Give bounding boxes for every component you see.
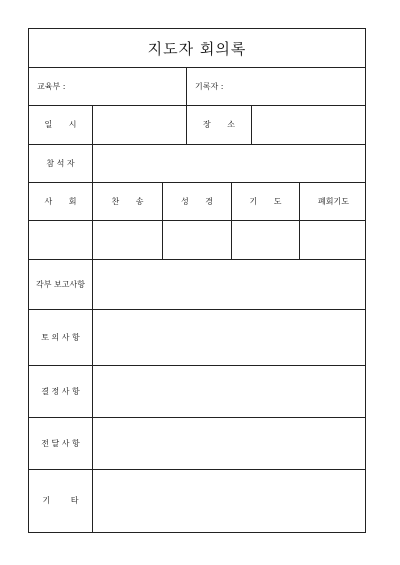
section-reports-row xyxy=(29,259,365,310)
program-col-prayer: 기 도 xyxy=(249,196,282,206)
place-field[interactable] xyxy=(252,105,367,144)
date-field[interactable] xyxy=(93,105,186,144)
program-header-row xyxy=(29,182,365,221)
form-title: 지도자 회의록 xyxy=(29,29,365,68)
program-col-moderator: 사 회 xyxy=(44,196,77,206)
attendees-field[interactable] xyxy=(93,144,367,182)
program-value-prayer[interactable] xyxy=(232,220,299,259)
education-dept-label: 교육부 : xyxy=(37,81,66,91)
recorder-label: 기록자 : xyxy=(195,81,224,91)
program-col-closing-prayer: 폐회기도 xyxy=(318,196,349,206)
section-discussion-label: 토 의 사 항 xyxy=(41,332,80,342)
attendees-row xyxy=(29,144,365,183)
section-other-row xyxy=(29,469,365,532)
program-col-scripture: 성 경 xyxy=(181,196,213,206)
program-value-scripture[interactable] xyxy=(163,220,231,259)
date-place-row xyxy=(29,105,365,145)
section-decisions-row xyxy=(29,365,365,418)
section-discussion-row xyxy=(29,309,365,366)
program-col-hymn: 찬 송 xyxy=(111,196,144,206)
date-label: 일 시 xyxy=(44,120,77,129)
program-values-row xyxy=(29,220,365,260)
section-other-label: 기 타 xyxy=(42,496,79,505)
section-announcements-label: 전 달 사 항 xyxy=(41,438,80,448)
program-value-moderator[interactable] xyxy=(29,220,92,259)
program-value-hymn[interactable] xyxy=(93,220,162,259)
place-label: 장 소 xyxy=(203,120,235,129)
section-decisions-label: 결 정 사 항 xyxy=(41,386,80,396)
section-reports-field[interactable] xyxy=(93,259,367,309)
attendees-label: 참 석 자 xyxy=(46,158,75,168)
section-announcements-row xyxy=(29,417,365,470)
section-announcements-field[interactable] xyxy=(93,417,367,469)
section-other-field[interactable] xyxy=(93,469,367,532)
section-decisions-field[interactable] xyxy=(93,365,367,417)
program-value-closing-prayer[interactable] xyxy=(300,220,367,259)
section-discussion-field[interactable] xyxy=(93,309,367,365)
meeting-minutes-form xyxy=(28,28,366,533)
section-reports-label: 각부 보고사항 xyxy=(36,279,85,289)
header-row xyxy=(29,67,365,106)
